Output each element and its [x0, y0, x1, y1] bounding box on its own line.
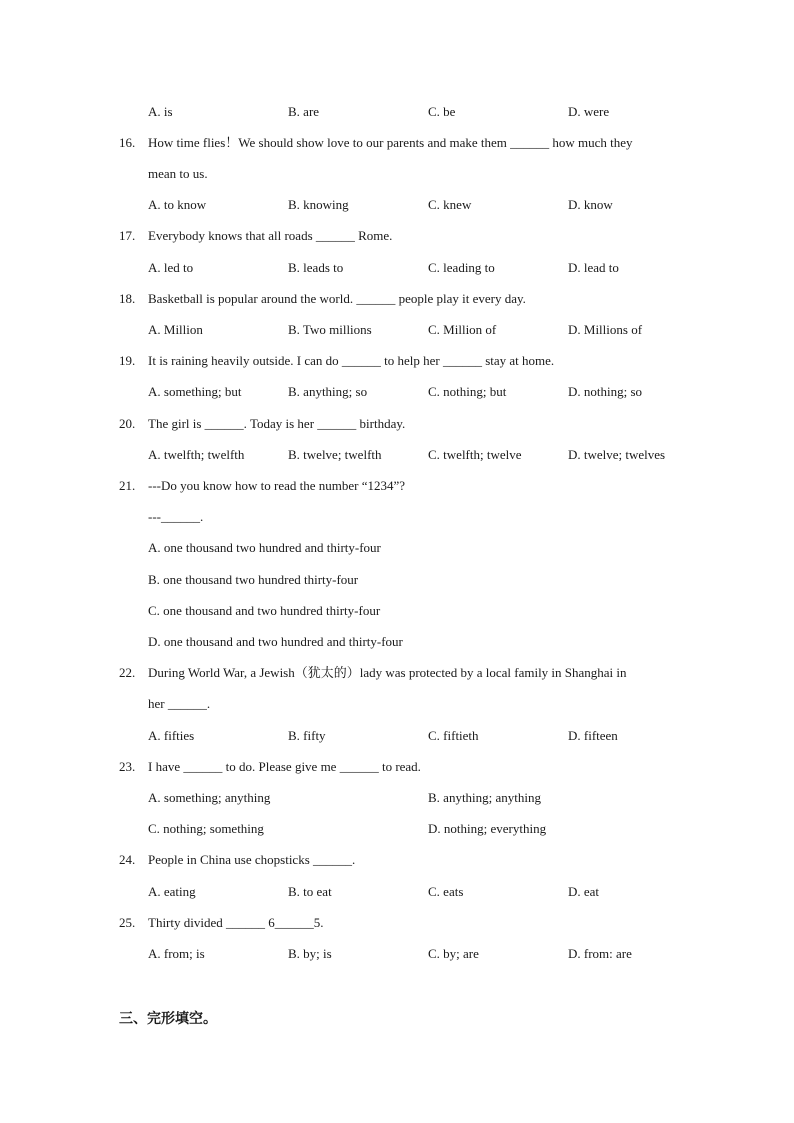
q15-option-a: A. is	[148, 104, 173, 119]
q22-number: 22.	[119, 665, 136, 680]
q24-option-a: A. eating	[148, 884, 196, 899]
q24-option-c: C. eats	[428, 884, 464, 899]
q25-option-c: C. by; are	[428, 946, 479, 961]
q24-option-d: D. eat	[568, 884, 600, 899]
q25-option-b: B. by; is	[288, 946, 332, 961]
q18-option-d: D. Millions of	[568, 322, 643, 337]
q25-number: 25.	[119, 915, 136, 930]
q22-option-d: D. fifteen	[568, 728, 618, 743]
q19-option-d: D. nothing; so	[568, 384, 643, 399]
q21-number: 21.	[119, 478, 136, 493]
q23-option-a: A. something; anything	[148, 790, 271, 805]
q17-number: 17.	[119, 228, 136, 243]
q20-option-a: A. twelfth; twelfth	[148, 447, 245, 462]
q24-stem: People in China use chopsticks ______.	[148, 852, 356, 867]
q20-number: 20.	[119, 416, 136, 431]
q15-option-c: C. be	[428, 104, 456, 119]
q21-option-d: D. one thousand and two hundred and thirty-four	[148, 634, 403, 649]
q16-number: 16.	[119, 135, 136, 150]
q25-stem: Thirty divided ______ 6______5.	[148, 915, 324, 930]
q19-stem: It is raining heavily outside. I can do ______ to help her ______ stay at home.	[148, 353, 555, 368]
section-heading-cloze: 三、完形填空。	[119, 1011, 217, 1027]
q22-stem-line-1: During World War, a Jewish（犹太的）lady was protected by a local family in Shanghai in	[148, 665, 627, 680]
q16-option-d: D. know	[568, 197, 613, 212]
q17-option-d: D. lead to	[568, 260, 619, 275]
q22-option-b: B. fifty	[288, 728, 326, 743]
q21-stem-line-1: ---Do you know how to read the number “1234”?	[148, 478, 406, 493]
q22-option-c: C. fiftieth	[428, 728, 479, 743]
q19-number: 19.	[119, 353, 136, 368]
q16-option-c: C. knew	[428, 197, 472, 212]
q18-option-c: C. Million of	[428, 322, 497, 337]
q18-option-b: B. Two millions	[288, 322, 372, 337]
q18-number: 18.	[119, 291, 136, 306]
q24-option-b: B. to eat	[288, 884, 332, 899]
q22-option-a: A. fifties	[148, 728, 195, 743]
q15-option-d: D. were	[568, 104, 610, 119]
q25-option-d: D. from: are	[568, 946, 632, 961]
q23-option-b: B. anything; anything	[428, 790, 542, 805]
q18-stem: Basketball is popular around the world. ______ people play it every day.	[148, 291, 526, 306]
q20-option-b: B. twelve; twelfth	[288, 447, 382, 462]
q17-stem: Everybody knows that all roads ______ Rome.	[148, 228, 393, 243]
q22-stem-line-2: her ______.	[148, 696, 211, 711]
q16-stem-line-1: How time flies！We should show love to our parents and make them ______ how much they	[148, 135, 633, 150]
q15-option-b: B. are	[288, 104, 320, 119]
q17-option-a: A. led to	[148, 260, 194, 275]
q21-option-b: B. one thousand two hundred thirty-four	[148, 572, 359, 587]
q18-option-a: A. Million	[148, 322, 203, 337]
q20-option-c: C. twelfth; twelve	[428, 447, 522, 462]
q20-option-d: D. twelve; twelves	[568, 447, 666, 462]
q23-number: 23.	[119, 759, 136, 774]
q16-option-b: B. knowing	[288, 197, 349, 212]
q17-option-b: B. leads to	[288, 260, 344, 275]
q25-option-a: A. from; is	[148, 946, 205, 961]
q24-number: 24.	[119, 852, 136, 867]
q16-stem-line-2: mean to us.	[148, 166, 208, 181]
q19-option-a: A. something; but	[148, 384, 242, 399]
q23-stem: I have ______ to do. Please give me ______ to read.	[148, 759, 421, 774]
q21-stem-line-2: ---______.	[148, 509, 204, 524]
q20-stem: The girl is ______. Today is her ______ birthday.	[148, 416, 406, 431]
q17-option-c: C. leading to	[428, 260, 495, 275]
q19-option-b: B. anything; so	[288, 384, 368, 399]
q21-option-c: C. one thousand and two hundred thirty-four	[148, 603, 381, 618]
q19-option-c: C. nothing; but	[428, 384, 507, 399]
q23-option-d: D. nothing; everything	[428, 821, 547, 836]
q23-option-c: C. nothing; something	[148, 821, 264, 836]
q21-option-a: A. one thousand two hundred and thirty-four	[148, 540, 381, 555]
q16-option-a: A. to know	[148, 197, 207, 212]
